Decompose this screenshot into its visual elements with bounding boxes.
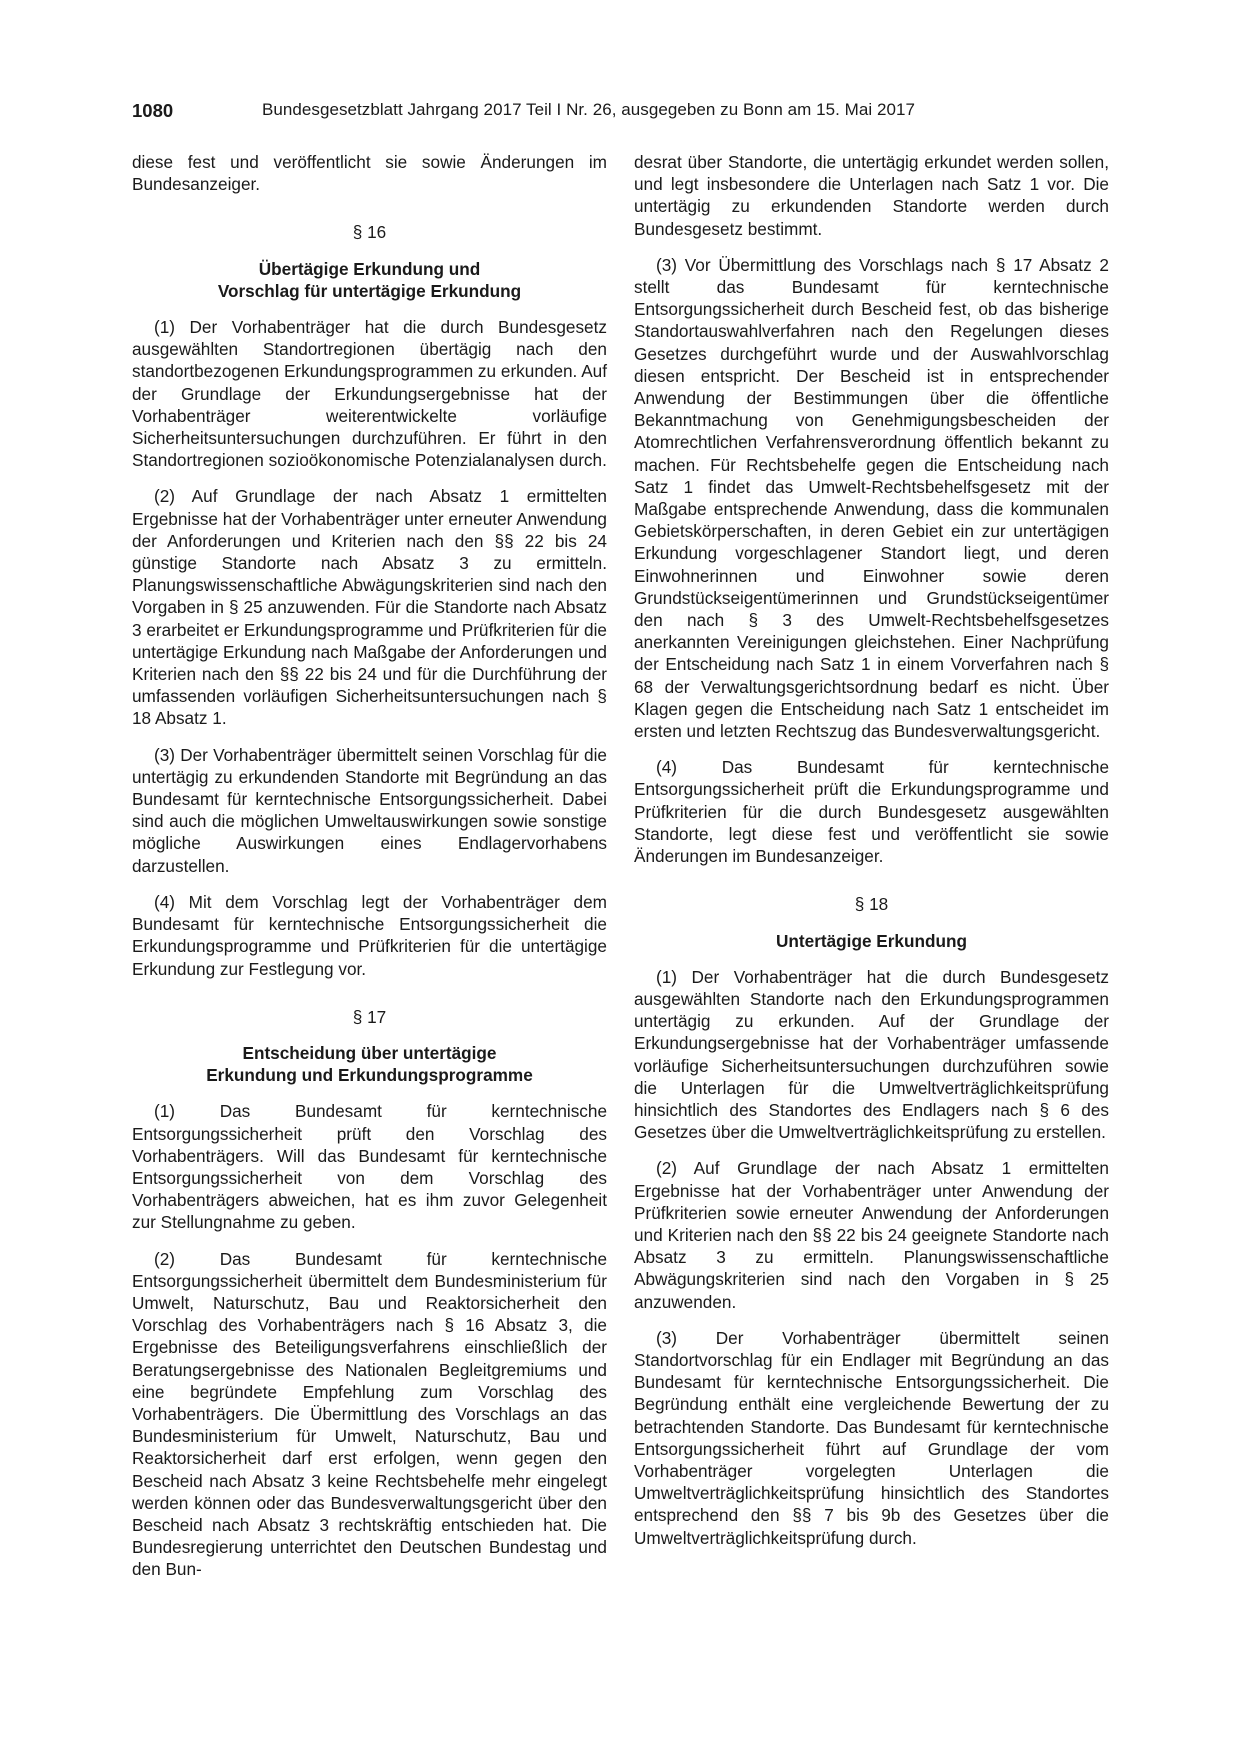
section-16-paragraph-4: (4) Mit dem Vorschlag legt der Vorhabenträger dem Bundesamt für kerntechnische Entsorgungssicherheit die Erkundungsprogramme und Prüfkriterien für die untertägige Erkundung zur Festlegung vor. [132,891,607,979]
section-18-paragraph-2: (2) Auf Grundlage der nach Absatz 1 ermittelten Ergebnisse hat der Vorhabenträger unter Anwendung der Prüfkriterien sowie erneuter Anwendung der Anforderungen und Kriterien nach den §§ 22 bis 24 geeignete Standorte nach Absatz 3 zu ermitteln. Planungswissenschaftliche Abwägungskriterien sind nach den Vorgaben in § 25 anzuwenden. [634,1158,1109,1312]
section-18-paragraph-3: (3) Der Vorhabenträger übermittelt seinen Standortvorschlag für ein Endlager mit Begründung an das Bundesamt für kerntechnische Entsorgungssicherheit. Die Begründung enthält eine vergleichende Bewertung der zu betrachtenden Standorte. Das Bundesamt für kerntechnische Entsorgungssicherheit führt auf Grundlage der vom Vorhabenträger vorgelegten Unterlagen die Umweltverträglichkeitsprüfung hinsichtlich des Standortes entsprechend den §§ 7 bis 9b des Gesetzes über die Umweltverträglichkeitsprüfung durch. [634,1327,1109,1548]
left-column [132,151,607,1595]
section-16-title-line: Vorschlag für untertägige Erkundung [217,280,522,301]
section-18-title-line: Untertägige Erkundung [776,930,967,951]
section-17-paragraph-3: (3) Vor Übermittlung des Vorschlags nach § 17 Absatz 2 stellt das Bundesamt für kerntechnische Entsorgungssicherheit durch Bescheid fest, ob das bisherige Standortauswahlverfahren nach den Regelungen dieses Gesetzes durchgeführt wurde und der Auswahlvorschlag diesen entspricht. Der Bescheid ist in entsprechender Anwendung der Bestimmungen über die öffentliche Bekanntmachung von Genehmigungsbescheiden der Atomrechtlichen Verfahrensverordnung öffentlich bekannt zu machen. Für Rechtsbehelfe gegen die Entscheidung nach Satz 1 findet das Umwelt-Rechtsbehelfsgesetz mit der Maßgabe entsprechende Anwendung, dass die kommunalen Gebietskörperschaften, in deren Gebiet ein zur untertägigen Erkundung vorgeschlagener Standort liegt, und deren Einwohnerinnen und Einwohner sowie deren Grundstückseigentümerinnen und Grundstückseigentümer den nach § 3 des Umwelt-Rechtsbehelfsgesetzes anerkannten Vereinigungen gleichstehen. Einer Nachprüfung der Entscheidung nach Satz 1 in einem Vorverfahren nach § 68 der Verwaltungsgerichtsordnung bedarf es nicht. Über Klagen gegen die Entscheidung nach Satz 1 entscheidet im ersten und letzten Rechtszug das Bundesverwaltungsgericht. [634,254,1109,742]
section-17-number: § 17 [352,1006,387,1027]
section-16-paragraph-3: (3) Der Vorhabenträger übermittelt seinen Vorschlag für die untertägig zu erkundenden Standorte mit Begründung an das Bundesamt für kerntechnische Entsorgungssicherheit. Dabei sind auch die möglichen Umweltauswirkungen sowie sonstige mögliche Auswirkungen eines Endlagervorhabens darzustellen. [132,744,607,876]
continuation-text: diese fest und veröffentlicht sie sowie Änderungen im Bundesanzeiger. [132,152,607,195]
page-header [132,100,1110,124]
section-16-paragraph-1: (1) Der Vorhabenträger hat die durch Bundesgesetz ausgewählten Standortregionen übertägig nach den standortbezogenen Erkundungsprogrammen zu erkunden. Auf der Grundlage der Erkundungsergebnisse hat der Vorhabenträger weiterentwickelte vorläufige Sicherheitsuntersuchungen durchzuführen. Er führt in den Standortregionen sozioökonomische Potenzialanalysen durch. [132,317,607,471]
section-18-number: § 18 [854,894,889,915]
section-16-number: § 16 [352,222,387,243]
right-column [634,151,1109,1563]
section-18-paragraph-1: (1) Der Vorhabenträger hat die durch Bundesgesetz ausgewählten Standorte nach den Erkundungsprogrammen untertägig zu erkunden. Auf der Grundlage der Erkundungsergebnisse hat der Vorhabenträger umfassende vorläufige Sicherheitsuntersuchungen durchzuführen sowie die Unterlagen für die Umweltverträglichkeitsprüfung hinsichtlich des Standortes des Endlagers nach § 6 des Gesetzes über die Umweltverträglichkeitsprüfung zu erstellen. [634,966,1109,1143]
continuation-text: desrat über Standorte, die untertägig erkundet werden sollen, und legt insbesondere die Unterlagen nach Satz 1 vor. Die untertägig zu erkundenden Standorte werden durch Bundesgesetz bestimmt. [634,152,1109,239]
section-17-paragraph-4: (4) Das Bundesamt für kerntechnische Entsorgungssicherheit prüft die Erkundungsprogramme und Prüfkriterien für die durch Bundesgesetz ausgewählten Standorte, legt diese fest und veröffentlicht sie sowie Änderungen im Bundesanzeiger. [634,757,1109,867]
section-17-title-line: Entscheidung über untertägige [242,1042,497,1063]
section-16-title-line: Übertägige Erkundung und [258,258,481,279]
section-17-title-line: Erkundung und Erkundungsprogramme [206,1065,533,1086]
section-17-paragraph-1: (1) Das Bundesamt für kerntechnische Entsorgungssicherheit prüft den Vorschlag des Vorhabenträgers. Will das Bundesamt für kerntechnische Entsorgungssicherheit von dem Vorschlag des Vorhabenträgers abweichen, hat es ihm zuvor Gelegenheit zur Stellungnahme zu geben. [132,1101,607,1233]
running-head: Bundesgesetzblatt Jahrgang 2017 Teil I Nr. 26, ausgegeben zu Bonn am 15. Mai 2017 [262,100,916,119]
section-17-title [132,1042,607,1086]
page-number: 1080 [132,100,174,121]
section-18-title [634,930,1109,952]
section-16-paragraph-2: (2) Auf Grundlage der nach Absatz 1 ermittelten Ergebnisse hat der Vorhabenträger unter erneuter Anwendung der Anforderungen und Kriterien nach den §§ 22 bis 24 günstige Standorte nach Absatz 3 zu ermitteln. Planungswissenschaftliche Abwägungskriterien sind nach den Vorgaben in § 25 anzuwenden. Für die Standorte nach Absatz 3 erarbeitet er Erkundungsprogramme und Prüfkriterien für die untertägige Erkundung nach Maßgabe der Anforderungen und Kriterien nach den §§ 22 bis 24 und für die Durchführung der umfassenden vorläufigen Sicherheitsuntersuchungen nach § 18 Absatz 1. [132,486,607,729]
section-17-paragraph-2: (2) Das Bundesamt für kerntechnische Entsorgungssicherheit übermittelt dem Bundesministerium für Umwelt, Naturschutz, Bau und Reaktorsicherheit den Vorschlag des Vorhabenträgers nach § 16 Absatz 3, die Ergebnisse des Beteiligungsverfahrens einschließlich der Beratungsergebnisse des Nationalen Begleitgremiums und eine begründete Empfehlung zum Vorschlag des Vorhabenträgers. Die Übermittlung des Vorschlags an das Bundesministerium für Umwelt, Naturschutz, Bau und Reaktorsicherheit darf erst erfolgen, wenn gegen den Bescheid nach Absatz 3 keine Rechtsbehelfe mehr eingelegt werden können oder das Bundesverwaltungsgericht über den Bescheid nach Absatz 3 rechtskräftig entschieden hat. Die Bundesregierung unterrichtet den Deutschen Bundestag und den Bun- [132,1248,607,1580]
section-16-title [132,258,607,302]
